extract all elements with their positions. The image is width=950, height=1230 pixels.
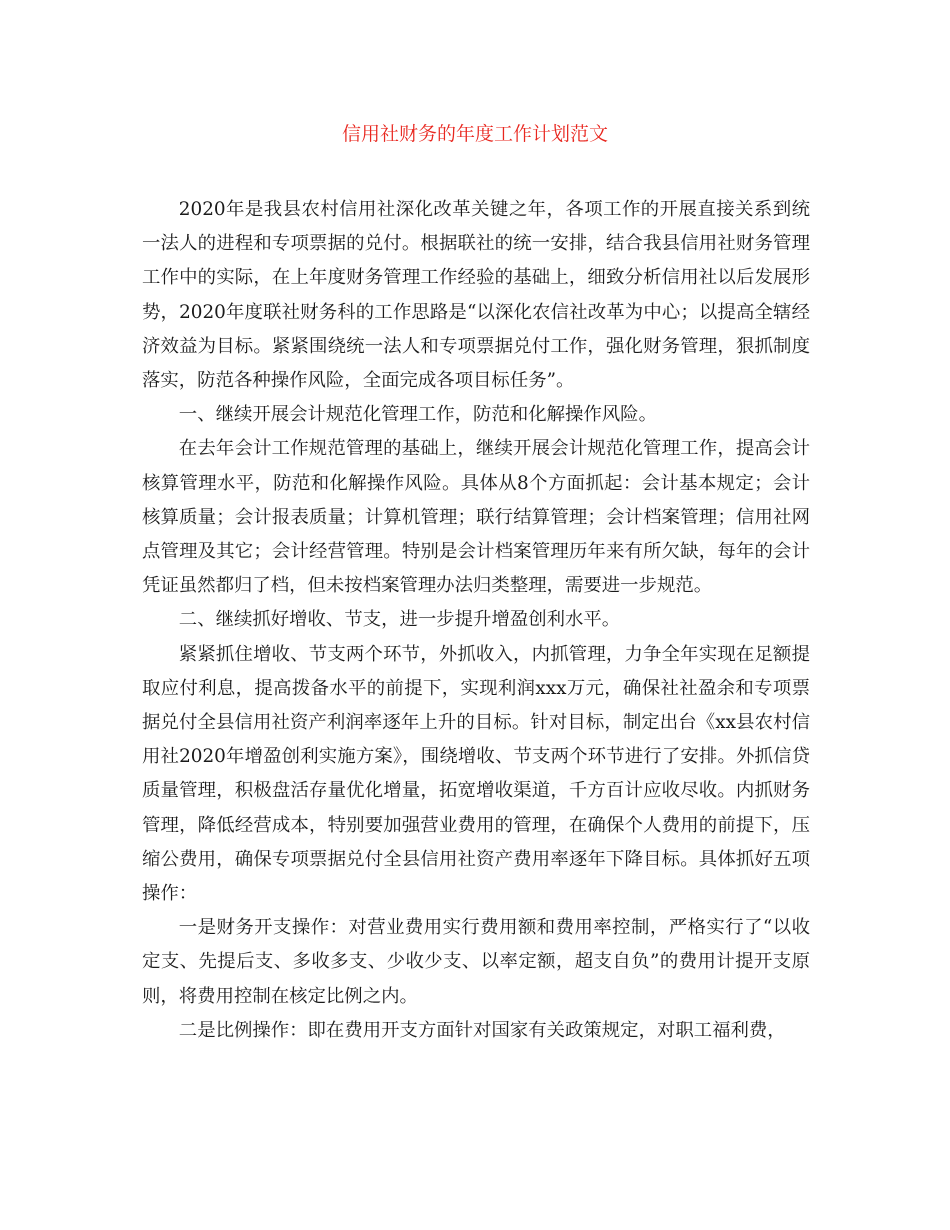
paragraph-item-2: 二是比例操作：即在费用开支方面针对国家有关政策规定，对职工福利费， <box>178 1019 786 1041</box>
heading-section-2: 二、继续抓好增收、节支，进一步提升增盈创利水平。 <box>178 609 621 631</box>
paragraph-section-1: 在去年会计工作规范管理的基础上，继续开展会计规范化管理工作，提高会计核算管理水平，防范和化解操作风险。具体从8个方面抓起：会计基本规定；会计核算质量；会计报表质量；计算机管理；联行结算管理；会计档案管理；信用社网点管理及其它；会计经营管理。特别是会计档案管理历年来有所欠缺，每年的会计凭证虽然都归了档，但未按档案管理办法归类整理，需要进一步规范。 <box>142 438 810 597</box>
paragraph-section-2: 紧紧抓住增收、节支两个环节，外抓收入，内抓管理，力争全年实现在足额提取应付利息，提高拨备水平的前提下，实现利润xxx万元，确保社社盈余和专项票据兑付全县信用社资产利润率逐年上升的目标。针对目标，制定出台《xx县农村信用社2020年增盈创利实施方案》，围绕增收、节支两个环节进行了安排。外抓信贷质量管理，积极盘活存量优化增量，拓宽增收渠道，千方百计应收尽收。内抓财务管理，降低经营成本，特别要加强营业费用的管理，在确保个人费用的前提下，压缩公费用，确保专项票据兑付全县信用社资产费用率逐年下降目标。具体抓好五项操作： <box>142 643 810 905</box>
document-title: 信用社财务的年度工作计划范文 <box>341 123 608 145</box>
paragraph-item-1: 一是财务开支操作：对营业费用实行费用额和费用率控制，严格实行了“以收定支、先提后支、多收多支、少收少支、以率定额，超支自负”的费用计提开支原则，将费用控制在核定比例之内。 <box>142 917 810 1007</box>
document-body <box>142 193 810 1048</box>
heading-section-1: 一、继续开展会计规范化管理工作，防范和化解操作风险。 <box>178 404 657 426</box>
paragraph-intro: 2020年是我县农村信用社深化改革关键之年，各项工作的开展直接关系到统一法人的进程和专项票据的兑付。根据联社的统一安排，结合我县信用社财务管理工作中的实际，在上年度财务管理工作经验的基础上，细致分析信用社以后发展形势，2020年度联社财务科的工作思路是“以深化农信社改革为中心；以提高全辖经济效益为目标。紧紧围绕统一法人和专项票据兑付工作，强化财务管理，狠抓制度落实，防范各种操作风险，全面完成各项目标任务”。 <box>142 199 810 392</box>
